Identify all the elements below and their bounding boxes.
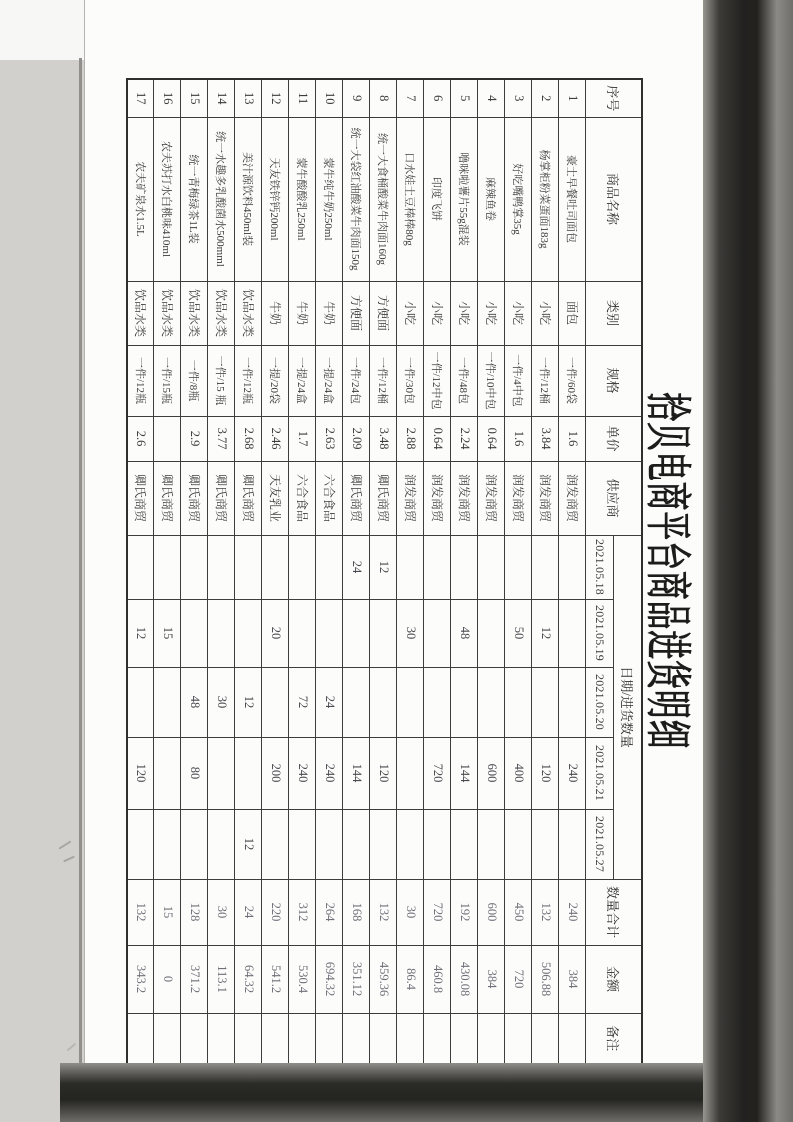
scan-shadow-bottom [60,1063,793,1122]
cell-unit-price: 2.68 [235,416,262,461]
cell-category: 饮品水类 [208,281,235,345]
cell-total-qty: 312 [289,879,316,945]
cell-note [343,1013,370,1064]
cell-qty-date-1 [289,535,316,599]
cell-qty-date-5 [262,809,289,879]
cell-unit-price [154,416,181,461]
cell-qty-date-5 [154,809,181,879]
cell-spec: 一提/24盒 [316,345,343,416]
cell-serial: 8 [370,79,397,117]
cell-qty-date-5 [451,809,478,879]
cell-serial: 1 [559,79,586,117]
cell-total-qty: 24 [235,879,262,945]
cell-supplier: 六合食品 [316,461,343,535]
cell-qty-date-1: 24 [343,535,370,599]
rotated-document [128,78,700,1063]
header-serial: 序号 [586,79,642,117]
cell-qty-date-4: 240 [559,737,586,809]
cell-qty-date-2 [316,599,343,667]
cell-amount: 351.12 [343,945,370,1013]
cell-product-name: 统一水趣多乳酸菌水500mml [208,117,235,281]
cell-spec: 一件/15瓶 [154,345,181,416]
cell-note [154,1013,181,1064]
cell-amount: 384 [559,945,586,1013]
cell-serial: 5 [451,79,478,117]
cell-note [316,1013,343,1064]
cell-qty-date-3: 48 [181,667,208,737]
table-row [559,79,586,1064]
cell-qty-date-1 [154,535,181,599]
cell-product-name: 麻辣鱼卷 [478,117,505,281]
cell-qty-date-1 [127,535,154,599]
cell-unit-price: 3.48 [370,416,397,461]
cell-qty-date-3 [370,667,397,737]
cell-qty-date-1 [262,535,289,599]
header-date-5: 2021.05.27 [586,809,614,879]
cell-qty-date-4: 240 [316,737,343,809]
cell-qty-date-1 [478,535,505,599]
cell-note [397,1013,424,1064]
table-row [235,79,262,1064]
cell-qty-date-2 [559,599,586,667]
cell-product-name: 好吃嘴鸭掌35g [505,117,532,281]
cell-qty-date-4: 144 [343,737,370,809]
cell-product-name: 农夫苏打水白桃味410ml [154,117,181,281]
cell-unit-price: 2.24 [451,416,478,461]
cell-serial: 10 [316,79,343,117]
cell-qty-date-5 [505,809,532,879]
cell-total-qty: 128 [181,879,208,945]
cell-amount: 343.2 [127,945,154,1013]
cell-unit-price: 2.6 [127,416,154,461]
cell-supplier: 润发商贸 [424,461,451,535]
cell-total-qty: 132 [370,879,397,945]
cell-qty-date-2 [181,599,208,667]
cell-qty-date-5 [316,809,343,879]
cell-category: 小吃 [532,281,559,345]
cell-unit-price: 1.6 [559,416,586,461]
table-row [154,79,181,1064]
cell-unit-price: 2.63 [316,416,343,461]
cell-qty-date-5 [478,809,505,879]
cell-product-name: 豪士早餐吐司面包 [559,117,586,281]
cell-serial: 12 [262,79,289,117]
cell-product-name: 噜咪啦薯片55g混装 [451,117,478,281]
cell-qty-date-2 [424,599,451,667]
cell-category: 小吃 [397,281,424,345]
cell-qty-date-4: 400 [505,737,532,809]
cell-spec: 一件/24包 [343,345,370,416]
cell-spec: 一件/12瓶 [127,345,154,416]
cell-unit-price: 1.6 [505,416,532,461]
cell-qty-date-2: 48 [451,599,478,667]
cell-category: 饮品水类 [235,281,262,345]
cell-category: 饮品水类 [154,281,181,345]
cell-note [370,1013,397,1064]
cell-qty-date-4: 120 [532,737,559,809]
cell-amount: 0 [154,945,181,1013]
scan-left-margin [0,0,84,1122]
table-row [424,79,451,1064]
cell-note [208,1013,235,1064]
cell-qty-date-1 [559,535,586,599]
header-date-1: 2021.05.18 [586,535,614,599]
cell-qty-date-3 [397,667,424,737]
purchase-table [126,78,643,1065]
cell-serial: 14 [208,79,235,117]
cell-amount: 384 [478,945,505,1013]
cell-spec: 一提/24盒 [289,345,316,416]
cell-qty-date-4 [397,737,424,809]
cell-total-qty: 720 [424,879,451,945]
cell-total-qty: 450 [505,879,532,945]
cell-category: 面包 [559,281,586,345]
table-row [478,79,505,1064]
scan-shadow-right [703,0,793,1122]
cell-qty-date-2 [478,599,505,667]
cell-unit-price: 3.84 [532,416,559,461]
cell-amount: 459.36 [370,945,397,1013]
cell-serial: 2 [532,79,559,117]
cell-spec: 一件/48包 [451,345,478,416]
cell-qty-date-2 [235,599,262,667]
cell-note [478,1013,505,1064]
cell-amount: 86.4 [397,945,424,1013]
cell-qty-date-3 [154,667,181,737]
cell-category: 牛奶 [316,281,343,345]
cell-note [262,1013,289,1064]
cell-serial: 17 [127,79,154,117]
cell-qty-date-1 [451,535,478,599]
document-title: 拾贝电商平台商品进货明细 [642,391,694,750]
cell-qty-date-3 [343,667,370,737]
cell-category: 牛奶 [289,281,316,345]
cell-serial: 4 [478,79,505,117]
cell-total-qty: 264 [316,879,343,945]
cell-serial: 11 [289,79,316,117]
cell-qty-date-1: 12 [370,535,397,599]
cell-supplier: 卿氏商贸 [127,461,154,535]
header-date-group: 日期/进货数量 [614,535,642,879]
table-row [532,79,559,1064]
cell-qty-date-4: 200 [262,737,289,809]
cell-qty-date-2: 30 [397,599,424,667]
cell-qty-date-4: 120 [127,737,154,809]
cell-category: 方便面 [343,281,370,345]
cell-note [559,1013,586,1064]
table-row [451,79,478,1064]
cell-qty-date-4: 120 [370,737,397,809]
cell-qty-date-1 [181,535,208,599]
cell-qty-date-5 [208,809,235,879]
cell-amount: 113.1 [208,945,235,1013]
cell-total-qty: 15 [154,879,181,945]
cell-note [289,1013,316,1064]
cell-product-name: 统一青梅绿茶1L装 [181,117,208,281]
header-total-qty: 数量合计 [586,879,642,945]
cell-qty-date-4: 144 [451,737,478,809]
cell-supplier: 六合食品 [289,461,316,535]
header-unit-price: 单价 [586,416,642,461]
cell-qty-date-4: 80 [181,737,208,809]
table-row [289,79,316,1064]
cell-qty-date-3 [559,667,586,737]
table-row [397,79,424,1064]
cell-note [424,1013,451,1064]
cell-qty-date-5 [424,809,451,879]
cell-qty-date-5 [343,809,370,879]
cell-serial: 13 [235,79,262,117]
table-row [505,79,532,1064]
cell-amount: 694.32 [316,945,343,1013]
cell-category: 小吃 [505,281,532,345]
cell-qty-date-3 [424,667,451,737]
cell-total-qty: 240 [559,879,586,945]
header-date-3: 2021.05.20 [586,667,614,737]
table-row [262,79,289,1064]
cell-qty-date-1 [208,535,235,599]
cell-supplier: 润发商贸 [559,461,586,535]
header-product-name: 商品名称 [586,117,642,281]
cell-qty-date-2: 12 [532,599,559,667]
header-category: 类别 [586,281,642,345]
cell-qty-date-3 [478,667,505,737]
scan-topleft-highlight [0,0,84,60]
cell-category: 小吃 [424,281,451,345]
cell-total-qty: 30 [397,879,424,945]
cell-product-name: 统一大袋红油酸菜牛肉面150g [343,117,370,281]
header-date-4: 2021.05.21 [586,737,614,809]
cell-spec: 一提/20袋 [262,345,289,416]
cell-total-qty: 30 [208,879,235,945]
cell-unit-price: 1.7 [289,416,316,461]
cell-qty-date-4: 240 [289,737,316,809]
cell-serial: 3 [505,79,532,117]
cell-qty-date-1 [316,535,343,599]
cell-category: 饮品水类 [181,281,208,345]
cell-qty-date-2: 50 [505,599,532,667]
cell-qty-date-5 [559,809,586,879]
title-strip [643,78,700,1063]
cell-category: 小吃 [451,281,478,345]
table-row [127,79,154,1064]
cell-unit-price: 2.9 [181,416,208,461]
cell-note [181,1013,208,1064]
cell-amount: 530.4 [289,945,316,1013]
cell-supplier: 卿氏商贸 [154,461,181,535]
cell-supplier: 卿氏商贸 [343,461,370,535]
cell-spec: 一件/12中包 [424,345,451,416]
cell-serial: 9 [343,79,370,117]
cell-amount: 720 [505,945,532,1013]
cell-qty-date-4: 600 [478,737,505,809]
cell-product-name: 口水娃土豆棒棒80g [397,117,424,281]
cell-product-name: 农夫矿泉水1.5L [127,117,154,281]
table-row [208,79,235,1064]
cell-qty-date-3: 24 [316,667,343,737]
cell-spec: 一件/8瓶 [181,345,208,416]
cell-category: 饮品水类 [127,281,154,345]
cell-unit-price: 3.77 [208,416,235,461]
cell-qty-date-2: 20 [262,599,289,667]
cell-note [451,1013,478,1064]
cell-qty-date-3: 72 [289,667,316,737]
cell-product-name: 统一大食桶酸菜牛肉面160g [370,117,397,281]
cell-qty-date-4 [235,737,262,809]
cell-serial: 15 [181,79,208,117]
header-note: 备注 [586,1013,642,1064]
header-date-2: 2021.05.19 [586,599,614,667]
cell-product-name: 蒙牛酸酸乳250ml [289,117,316,281]
cell-qty-date-1 [505,535,532,599]
table-row [316,79,343,1064]
cell-product-name: 美汁源饮料450ml装 [235,117,262,281]
cell-supplier: 润发商贸 [532,461,559,535]
cell-spec: 一件/10中包 [478,345,505,416]
page-left-edge-line [79,58,82,1066]
cell-unit-price: 2.88 [397,416,424,461]
table-body [127,79,586,1064]
cell-unit-price: 2.09 [343,416,370,461]
cell-qty-date-2 [289,599,316,667]
cell-spec: 一件/12桶 [370,345,397,416]
cell-serial: 7 [397,79,424,117]
cell-qty-date-2: 15 [154,599,181,667]
cell-amount: 430.08 [451,945,478,1013]
cell-spec: 一件/15 瓶 [208,345,235,416]
cell-total-qty: 132 [532,879,559,945]
cell-product-name: 蒙牛纯牛奶250ml [316,117,343,281]
cell-note [532,1013,559,1064]
cell-amount: 506.88 [532,945,559,1013]
cell-qty-date-5 [127,809,154,879]
cell-qty-date-3: 30 [208,667,235,737]
cell-qty-date-3 [505,667,532,737]
cell-product-name: 杨掌柜粉菜蛋面183g [532,117,559,281]
cell-supplier: 润发商贸 [397,461,424,535]
cell-qty-date-1 [532,535,559,599]
header-amount: 金额 [586,945,642,1013]
cell-qty-date-5 [370,809,397,879]
cell-qty-date-3: 12 [235,667,262,737]
cell-qty-date-4: 720 [424,737,451,809]
cell-supplier: 卿氏商贸 [235,461,262,535]
cell-category: 小吃 [478,281,505,345]
cell-amount: 64.32 [235,945,262,1013]
cell-category: 牛奶 [262,281,289,345]
cell-qty-date-2 [370,599,397,667]
cell-supplier: 润发商贸 [451,461,478,535]
cell-note [505,1013,532,1064]
table-header [586,79,642,1064]
cell-supplier: 卿氏商贸 [181,461,208,535]
cell-qty-date-3 [532,667,559,737]
cell-note [235,1013,262,1064]
cell-amount: 541.2 [262,945,289,1013]
cell-total-qty: 132 [127,879,154,945]
cell-qty-date-3 [451,667,478,737]
cell-supplier: 卿氏商贸 [208,461,235,535]
cell-spec: 一件/60袋 [559,345,586,416]
cell-product-name: 印度飞饼 [424,117,451,281]
cell-total-qty: 168 [343,879,370,945]
cell-unit-price: 2.46 [262,416,289,461]
header-spec: 规格 [586,345,642,416]
cell-qty-date-3 [127,667,154,737]
cell-qty-date-1 [397,535,424,599]
cell-qty-date-5 [289,809,316,879]
cell-qty-date-5: 12 [235,809,262,879]
cell-unit-price: 0.64 [424,416,451,461]
cell-qty-date-2 [208,599,235,667]
cell-amount: 460.8 [424,945,451,1013]
cell-qty-date-1 [424,535,451,599]
cell-spec: 一件/4中包 [505,345,532,416]
cell-note [127,1013,154,1064]
cell-unit-price: 0.64 [478,416,505,461]
cell-qty-date-5 [181,809,208,879]
cell-qty-date-3 [262,667,289,737]
cell-total-qty: 192 [451,879,478,945]
cell-supplier: 润发商贸 [478,461,505,535]
cell-total-qty: 220 [262,879,289,945]
cell-spec: 一件/30包 [397,345,424,416]
cell-category: 方便面 [370,281,397,345]
cell-spec: 一件/12桶 [532,345,559,416]
table-row [343,79,370,1064]
cell-qty-date-2: 12 [127,599,154,667]
cell-supplier: 润发商贸 [505,461,532,535]
cell-qty-date-4 [154,737,181,809]
table-row [181,79,208,1064]
cell-supplier: 卿氏商贸 [370,461,397,535]
table-row [370,79,397,1064]
cell-supplier: 天友乳业 [262,461,289,535]
cell-qty-date-5 [532,809,559,879]
cell-total-qty: 600 [478,879,505,945]
cell-qty-date-4 [208,737,235,809]
cell-spec: 一件/12瓶 [235,345,262,416]
cell-serial: 16 [154,79,181,117]
cell-qty-date-1 [235,535,262,599]
cell-amount: 371.2 [181,945,208,1013]
cell-serial: 6 [424,79,451,117]
header-supplier: 供应商 [586,461,642,535]
cell-qty-date-2 [343,599,370,667]
cell-qty-date-5 [397,809,424,879]
cell-product-name: 天友铁锌钙200ml [262,117,289,281]
